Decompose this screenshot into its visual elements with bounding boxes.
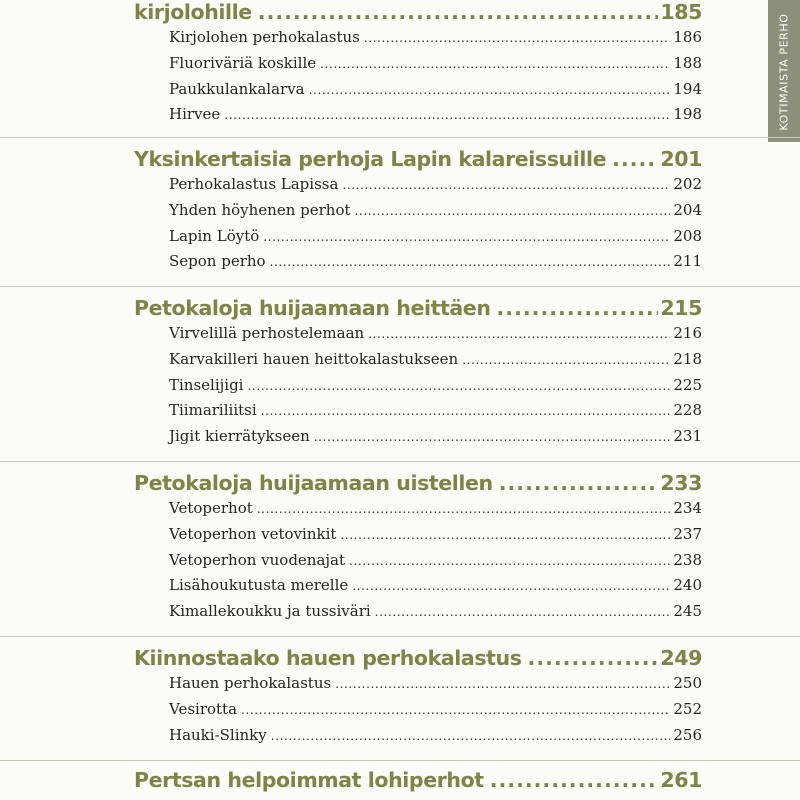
entry-page-number: 188 [673, 53, 702, 72]
section-title: Kiinnostaako hauen perhokalastus [134, 646, 522, 670]
entry-title: Virvelillä perhostelemaan [169, 324, 365, 342]
entry-page-number: 211 [673, 252, 702, 271]
toc-entry[interactable] [169, 726, 702, 748]
section-page-number: 185 [660, 0, 702, 24]
dot-leader [340, 525, 670, 543]
toc-entry[interactable] [169, 551, 702, 573]
dot-leader [355, 201, 671, 219]
toc-entry[interactable] [169, 525, 702, 547]
entry-page-number: 202 [673, 175, 702, 193]
section-page-number: 215 [660, 296, 702, 320]
dot-leader [263, 227, 670, 245]
entry-title: Tiimariliitsi [169, 401, 257, 420]
entry-page-number: 240 [673, 576, 702, 595]
dot-leader [257, 499, 671, 517]
entry-title: Paukkulankalarva [169, 79, 305, 98]
entry-page-number: 231 [673, 427, 702, 446]
toc-entry[interactable] [169, 54, 702, 76]
section-divider [0, 461, 800, 462]
entry-page-number: 234 [673, 499, 702, 517]
dot-leader [270, 252, 671, 270]
dot-leader [528, 646, 659, 670]
entry-page-number: 198 [673, 105, 702, 124]
toc-entry[interactable] [169, 700, 702, 722]
toc-entry[interactable] [169, 401, 702, 423]
toc-entry[interactable] [169, 324, 702, 346]
side-tab-label: KOTIMAISTA PERHO [777, 13, 791, 131]
entry-title: Vetoperhon vetovinkit [169, 524, 337, 543]
dot-leader [314, 427, 671, 445]
dot-leader [497, 296, 659, 320]
entry-title: Lapin Löytö [169, 226, 260, 245]
entry-page-number: 208 [673, 226, 702, 245]
toc-entry[interactable] [169, 602, 702, 624]
section-heading[interactable] [134, 147, 702, 175]
dot-leader [224, 105, 670, 123]
entry-title: Perhokalastus Lapissa [169, 175, 339, 193]
entry-title: Hirvee [169, 105, 221, 124]
toc-entry[interactable] [169, 499, 702, 521]
dot-leader [499, 471, 659, 495]
entry-page-number: 194 [673, 79, 702, 98]
section-divider [0, 636, 800, 637]
section-heading[interactable] [134, 296, 702, 324]
toc-entry[interactable] [169, 576, 702, 598]
entry-title: Tinselijigi [169, 375, 244, 394]
toc-entry[interactable] [169, 227, 702, 249]
toc-entry[interactable] [169, 80, 702, 102]
toc-entry[interactable] [169, 105, 702, 127]
toc-entry[interactable] [169, 376, 702, 398]
dot-leader [271, 726, 671, 744]
section-heading[interactable] [134, 646, 702, 674]
toc-entry[interactable] [169, 350, 702, 372]
entry-title: Vetoperhon vuodenajat [169, 550, 346, 569]
entry-title: Kimallekoukku ja tussiväri [169, 602, 371, 621]
dot-leader [309, 80, 671, 98]
dot-leader [342, 175, 670, 193]
section-page-number: 261 [660, 768, 702, 792]
dot-leader [241, 700, 670, 718]
entry-page-number: 245 [673, 602, 702, 621]
dot-leader [375, 602, 671, 620]
dot-leader [335, 674, 670, 692]
entry-title: Hauen perhokalastus [169, 674, 332, 692]
dot-leader [364, 28, 671, 46]
section-title: Yksinkertaisia perhoja Lapin kalareissuille [134, 147, 607, 171]
entry-page-number: 252 [673, 699, 702, 718]
toc-entry[interactable] [169, 252, 702, 274]
entry-title: Karvakilleri hauen heittokalastukseen [169, 349, 459, 368]
entry-page-number: 216 [673, 324, 702, 342]
entry-title: Jigit kierrätykseen [169, 427, 310, 446]
section-page-number: 201 [660, 147, 702, 171]
toc-entry[interactable] [169, 201, 702, 223]
dot-leader [247, 376, 670, 394]
entry-page-number: 256 [673, 725, 702, 744]
section-divider [0, 760, 800, 761]
section-page-number: 233 [660, 471, 702, 495]
dot-leader [352, 576, 670, 594]
toc-entry[interactable] [169, 175, 702, 197]
entry-page-number: 228 [673, 401, 702, 420]
dot-leader [258, 0, 659, 24]
entry-page-number: 238 [673, 550, 702, 569]
dot-leader [490, 768, 659, 792]
dot-leader [261, 401, 671, 419]
section-heading[interactable] [134, 768, 702, 796]
entry-title: Sepon perho [169, 252, 266, 271]
section-heading[interactable] [134, 0, 702, 28]
entry-title: Hauki-Slinky [169, 725, 267, 744]
toc-entry[interactable] [169, 674, 702, 696]
toc-entry[interactable] [169, 28, 702, 50]
dot-leader [320, 54, 670, 72]
entry-page-number: 250 [673, 674, 702, 692]
entry-page-number: 204 [673, 200, 702, 219]
section-heading[interactable] [134, 471, 702, 499]
entry-page-number: 225 [673, 375, 702, 394]
entry-page-number: 186 [673, 28, 702, 46]
dot-leader [612, 147, 658, 171]
section-divider [0, 137, 800, 138]
dot-leader [349, 551, 670, 569]
entry-title: Vetoperhot [169, 499, 253, 517]
entry-title: Lisähoukutusta merelle [169, 576, 349, 595]
entry-title: Yhden höyhenen perhot [169, 200, 351, 219]
entry-page-number: 218 [673, 349, 702, 368]
entry-page-number: 237 [673, 524, 702, 543]
entry-title: Kirjolohen perhokalastus [169, 28, 360, 46]
entry-title: Fluoriväriä koskille [169, 53, 317, 72]
toc-entry[interactable] [169, 427, 702, 449]
dot-leader [462, 350, 670, 368]
section-title: Petokaloja huijaamaan uistellen [134, 471, 493, 495]
section-title: kirjolohille [134, 0, 252, 24]
section-title: Pertsan helpoimmat lohiperhot [134, 768, 484, 792]
section-page-number: 249 [660, 646, 702, 670]
section-title: Petokaloja huijaamaan heittäen [134, 296, 491, 320]
dot-leader [368, 324, 670, 342]
section-divider [0, 286, 800, 287]
entry-title: Vesirotta [169, 699, 238, 718]
